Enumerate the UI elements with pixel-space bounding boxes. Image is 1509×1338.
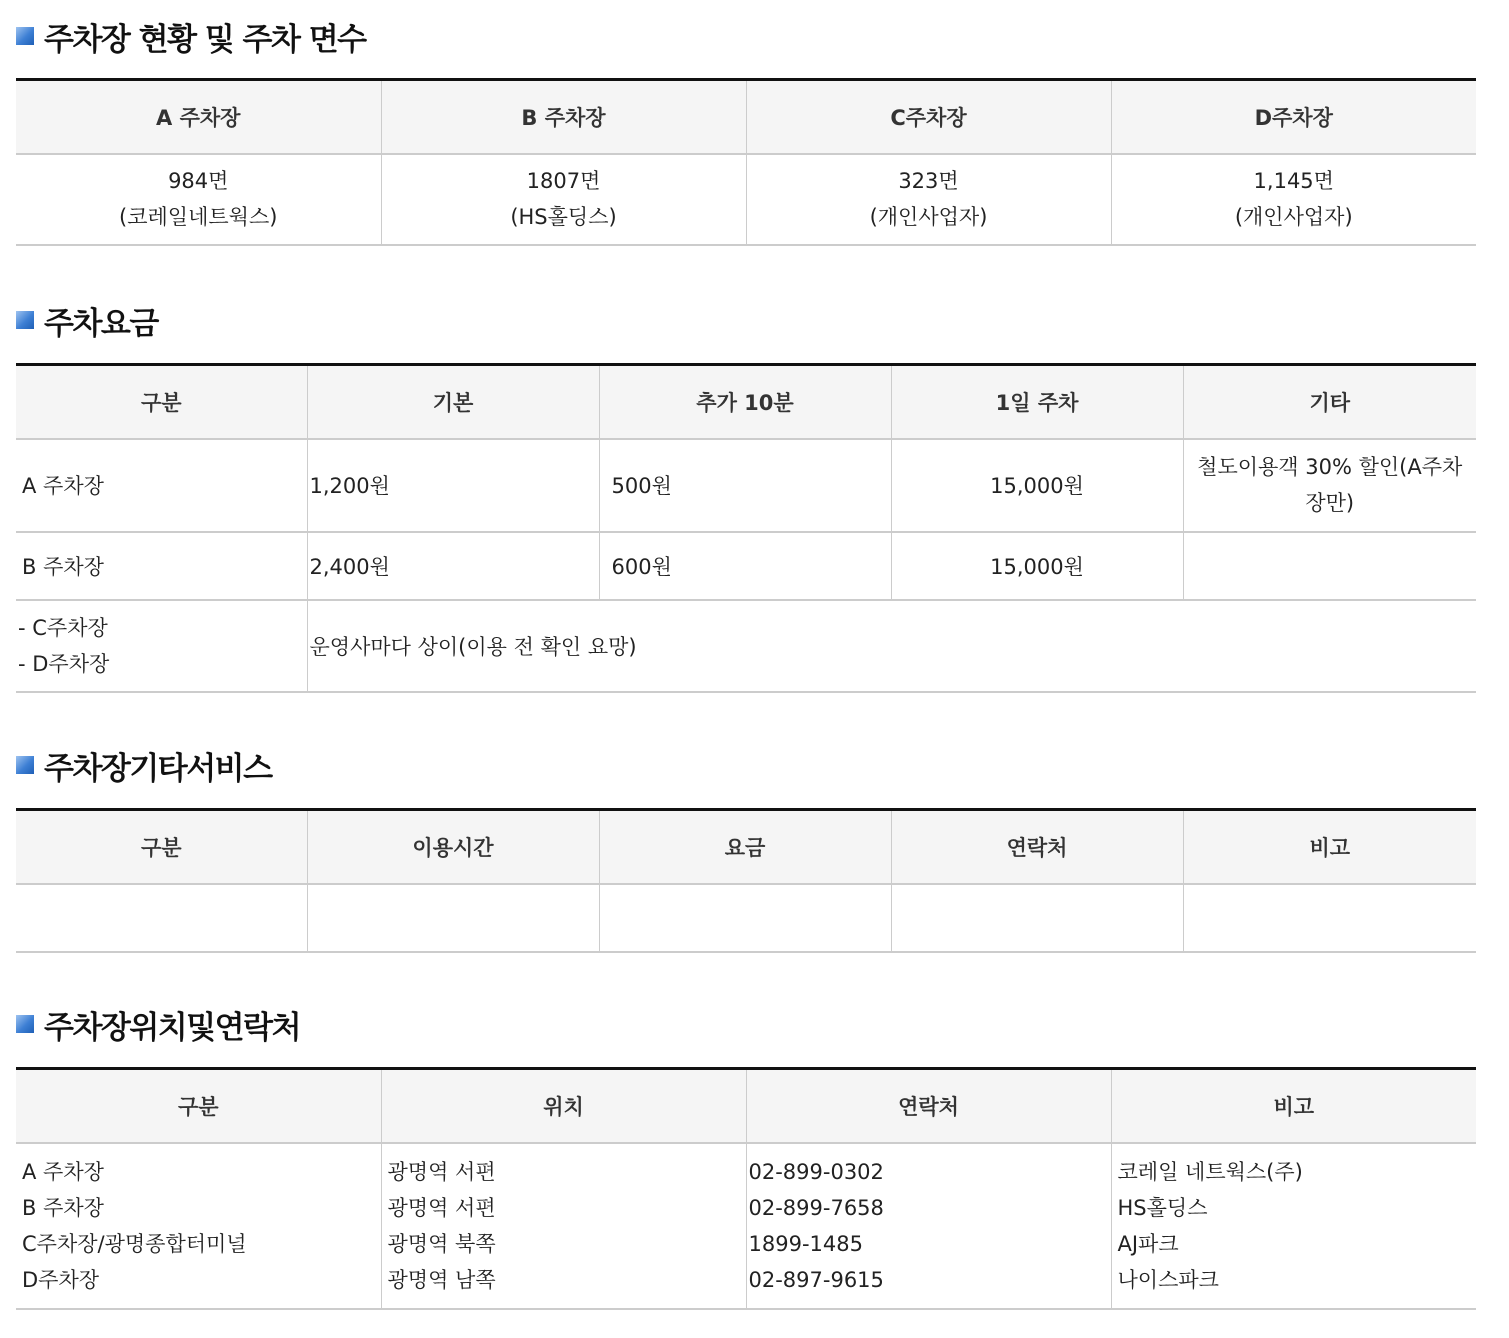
lot-name: B 주차장 (16, 532, 307, 600)
column-header: 추가 10분 (599, 365, 891, 439)
column-header: 구분 (16, 1069, 381, 1143)
table-row (16, 600, 1476, 692)
table-row (16, 154, 1476, 245)
section-title-fees (16, 298, 158, 342)
space-count: 1807면 (526, 169, 601, 193)
fees-table (16, 363, 1476, 693)
lot-locations (381, 1143, 746, 1309)
section-title-services (16, 743, 272, 787)
base-fee: 1,200원 (307, 439, 599, 532)
column-header: 구분 (16, 365, 307, 439)
lot-name: A 주차장 (22, 1159, 104, 1184)
table-header-row (16, 1069, 1476, 1143)
lot-cell-a (16, 154, 381, 245)
column-header: 기본 (307, 365, 599, 439)
lot-phone: 02-899-0302 (748, 1159, 884, 1184)
daily-fee: 15,000원 (891, 439, 1183, 532)
lot-phone: 1899-1485 (748, 1231, 863, 1256)
lot-phone: 02-899-7658 (748, 1195, 884, 1220)
services-table (16, 808, 1476, 953)
space-count: 1,145면 (1253, 169, 1334, 193)
lot-notes (1111, 1143, 1476, 1309)
lot-name: D주차장 (22, 1267, 100, 1292)
lot-location: 광명역 북쪽 (387, 1231, 496, 1256)
section-title-text: 주차장위치및연락처 (44, 1009, 301, 1046)
section-title-lots (16, 14, 366, 58)
table-row-empty (16, 884, 1476, 952)
table-header-row (16, 80, 1476, 154)
space-count: 323면 (898, 169, 959, 193)
lot-note: 나이스파크 (1117, 1267, 1219, 1292)
column-header: B 주차장 (381, 80, 746, 154)
empty-cell (891, 884, 1183, 952)
column-header: 비고 (1111, 1069, 1476, 1143)
fee-note: 철도이용객 30% 할인(A주차장만) (1183, 439, 1476, 532)
column-header: 연락처 (891, 810, 1183, 884)
empty-cell (599, 884, 891, 952)
lot-cell-c (746, 154, 1111, 245)
column-header: 구분 (16, 810, 307, 884)
base-fee: 2,400원 (307, 532, 599, 600)
column-header: 위치 (381, 1069, 746, 1143)
column-header: 연락처 (746, 1069, 1111, 1143)
lot-location: 광명역 남쪽 (387, 1267, 496, 1292)
lot-cell-b (381, 154, 746, 245)
column-header: 기타 (1183, 365, 1476, 439)
column-header: 요금 (599, 810, 891, 884)
lot-location: 광명역 서편 (387, 1159, 496, 1184)
section-title-contacts (16, 1002, 300, 1046)
lot-note: AJ파크 (1117, 1231, 1179, 1256)
table-header-row (16, 810, 1476, 884)
section-title-text: 주차장기타서비스 (44, 750, 272, 787)
lots-table (16, 78, 1476, 246)
column-header: D주차장 (1111, 80, 1476, 154)
lot-names (16, 1143, 381, 1309)
section-title-text: 주차장 현황 및 주차 면수 (44, 21, 366, 58)
section-title-text: 주차요금 (44, 305, 158, 342)
operator-name: (HS홀딩스) (510, 205, 617, 229)
lot-name: - C주차장 (18, 615, 108, 640)
table-header-row (16, 365, 1476, 439)
operator-name: (개인사업자) (869, 205, 988, 229)
empty-cell (1183, 884, 1476, 952)
lot-name: - D주차장 (18, 651, 110, 676)
table-row (16, 1143, 1476, 1309)
contacts-table (16, 1067, 1476, 1310)
section-square-icon (16, 311, 34, 329)
lot-name-group (16, 600, 307, 692)
operator-name: (코레일네트웍스) (119, 205, 278, 229)
extra-fee: 500원 (599, 439, 891, 532)
column-header: 이용시간 (307, 810, 599, 884)
column-header: A 주차장 (16, 80, 381, 154)
table-row (16, 439, 1476, 532)
column-header: C주차장 (746, 80, 1111, 154)
section-square-icon (16, 27, 34, 45)
lot-phones (746, 1143, 1111, 1309)
fee-note-varies: 운영사마다 상이(이용 전 확인 요망) (307, 600, 1476, 692)
empty-cell (16, 884, 307, 952)
space-count: 984면 (168, 169, 229, 193)
section-square-icon (16, 756, 34, 774)
lot-note: 코레일 네트웍스(주) (1117, 1159, 1303, 1184)
lot-cell-d (1111, 154, 1476, 245)
lot-note: HS홀딩스 (1117, 1195, 1208, 1220)
lot-location: 광명역 서편 (387, 1195, 496, 1220)
fee-note (1183, 532, 1476, 600)
lot-name: C주차장/광명종합터미널 (22, 1231, 247, 1256)
lot-phone: 02-897-9615 (748, 1267, 884, 1292)
table-row (16, 532, 1476, 600)
column-header: 1일 주차 (891, 365, 1183, 439)
empty-cell (307, 884, 599, 952)
column-header: 비고 (1183, 810, 1476, 884)
lot-name: A 주차장 (16, 439, 307, 532)
extra-fee: 600원 (599, 532, 891, 600)
section-square-icon (16, 1015, 34, 1033)
daily-fee: 15,000원 (891, 532, 1183, 600)
operator-name: (개인사업자) (1234, 205, 1353, 229)
lot-name: B 주차장 (22, 1195, 104, 1220)
